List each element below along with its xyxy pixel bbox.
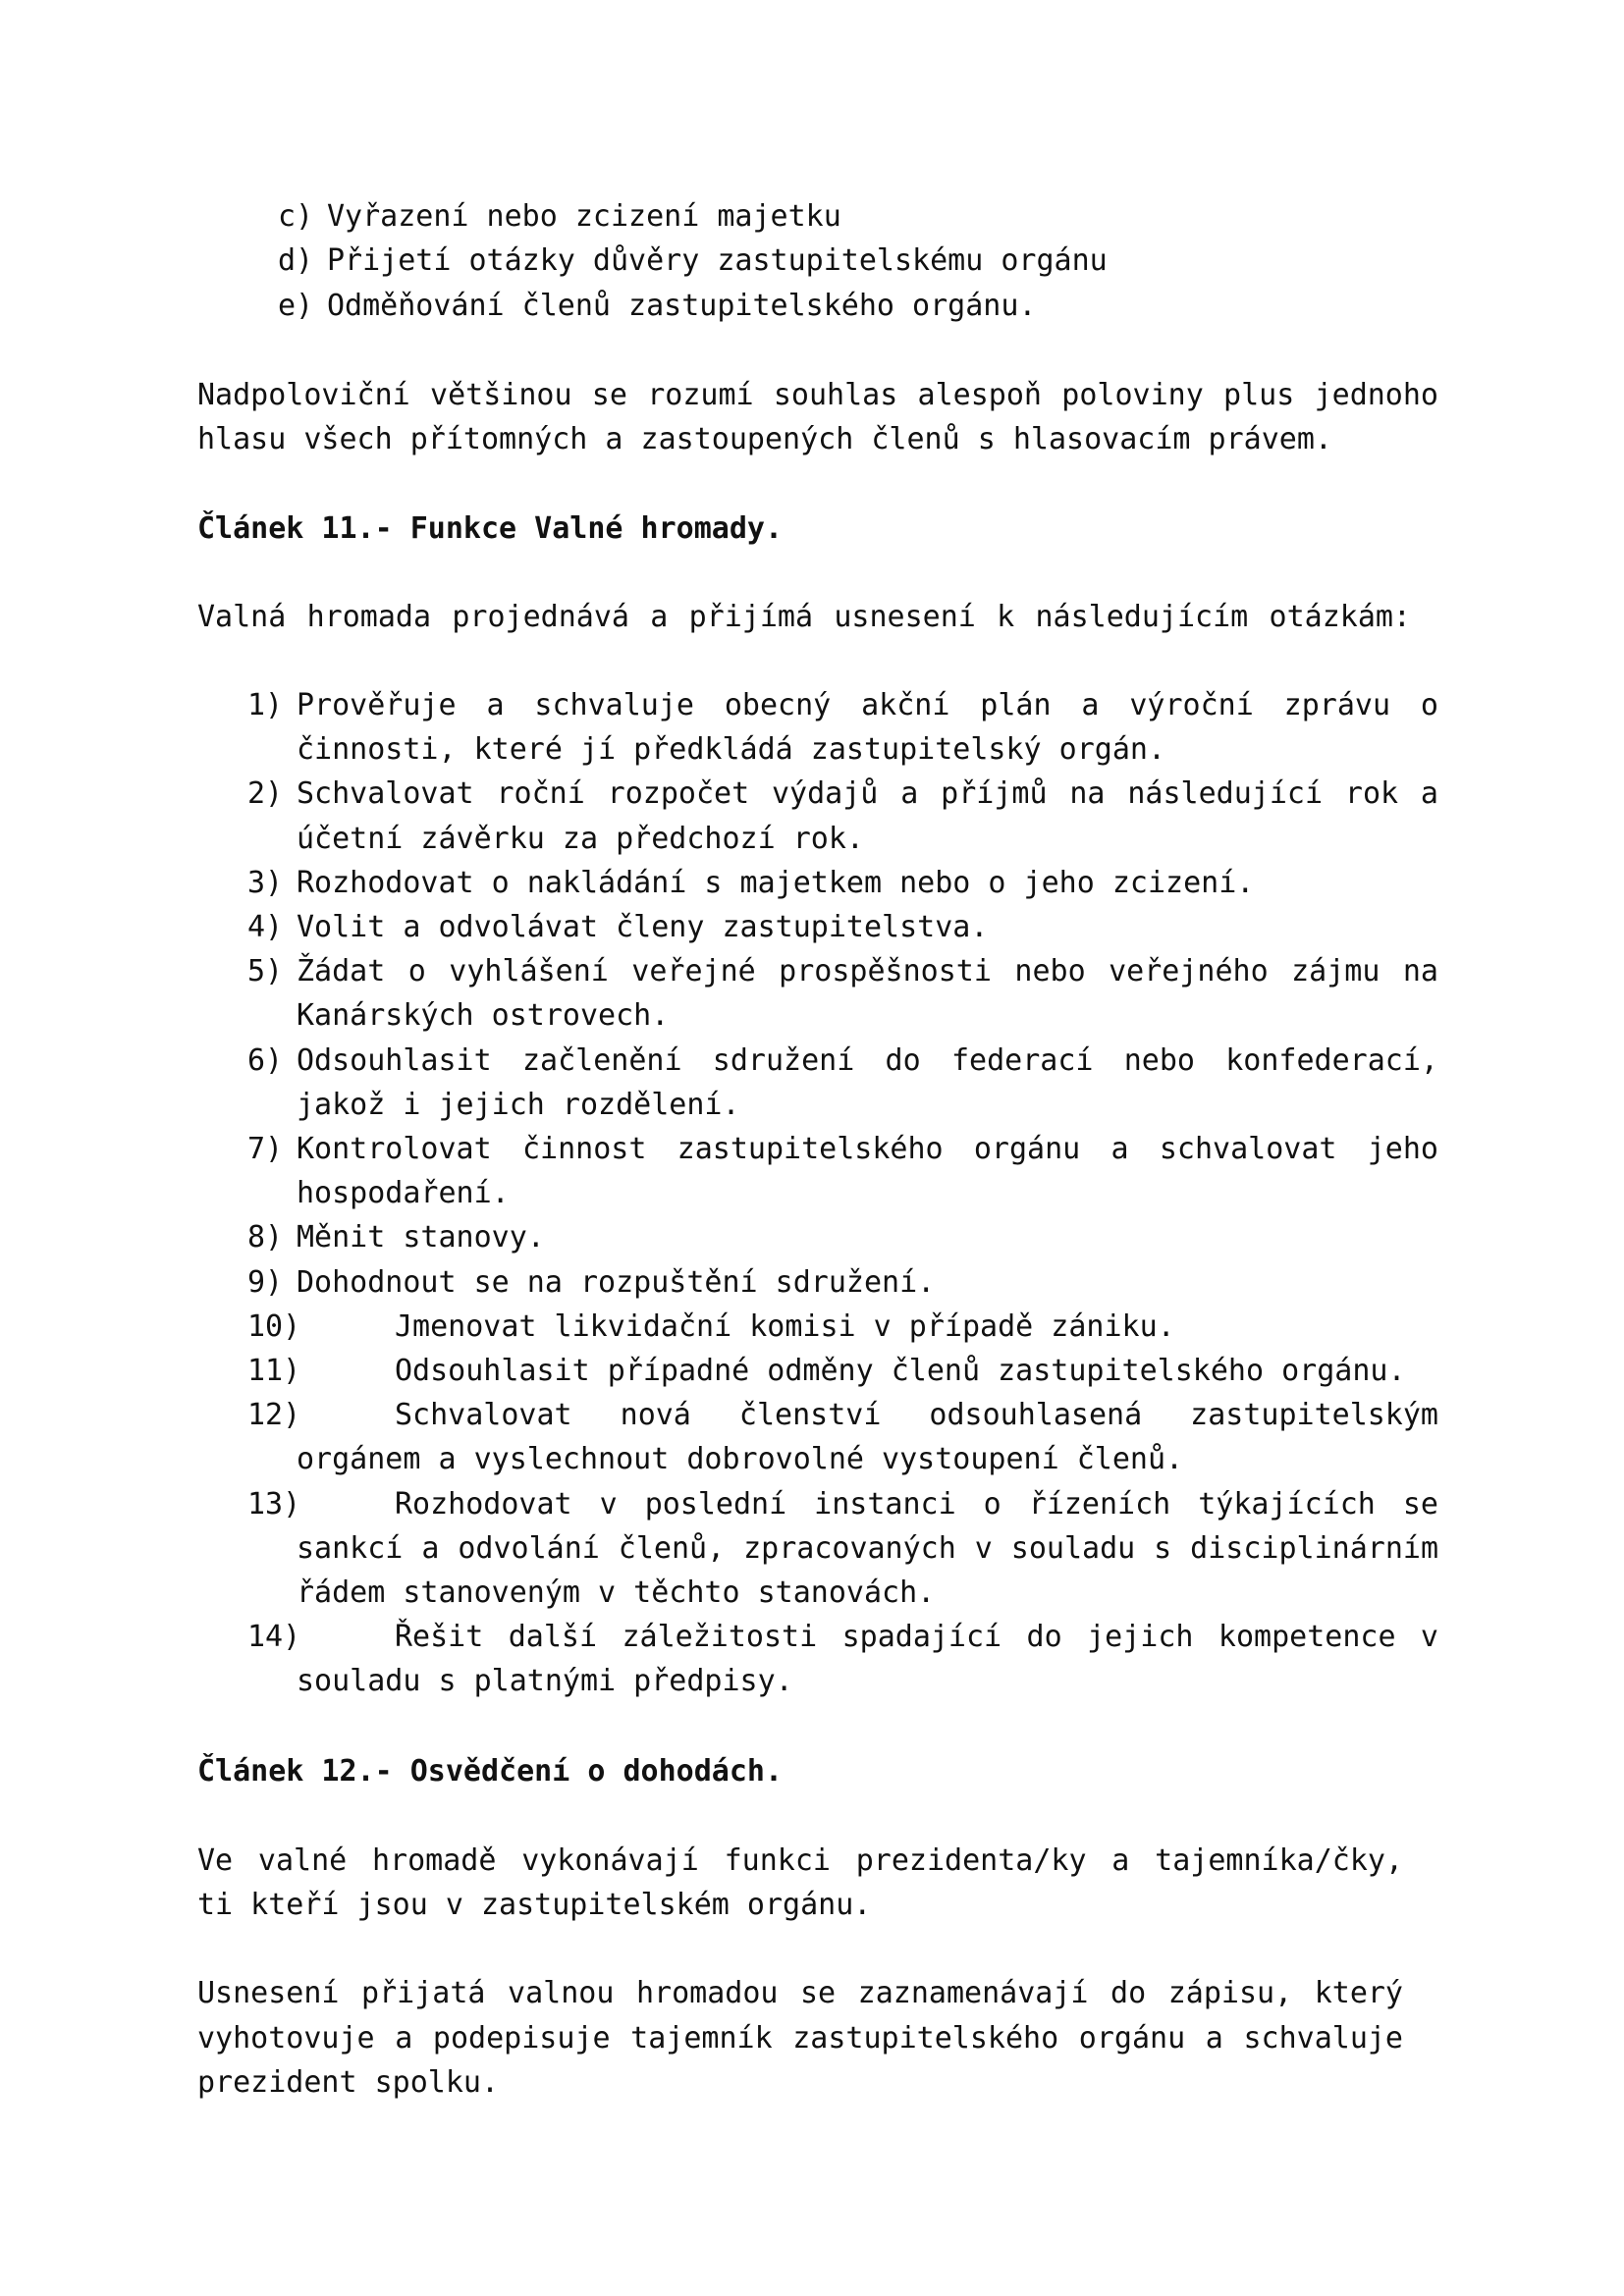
list-item-number: 13) <box>247 1486 301 1522</box>
list-item-continuation: účetní závěrku za předchozí rok. <box>297 821 864 856</box>
list-item-number: 10) <box>247 1308 301 1344</box>
list-item-text: Řešit další záležitosti spadající do jejich kompetence v <box>395 1620 1438 1655</box>
sublist-text: Vyřazení nebo zcizení majetku <box>327 199 841 234</box>
list-item-text: Odsouhlasit začlenění sdružení do federací nebo konfederací, <box>297 1042 1438 1078</box>
list-item-continuation: hospodaření. <box>297 1176 510 1211</box>
article-12-heading: Článek 12.- Osvědčení o dohodách. <box>197 1754 784 1789</box>
list-item-number: 12) <box>247 1398 301 1433</box>
list-item-text: Žádat o vyhlášení veřejné prospěšnosti nebo veřejného zájmu na <box>297 954 1438 989</box>
paragraph-line: hlasu všech přítomných a zastoupených členů s hlasovacím právem. <box>197 422 1332 456</box>
sublist-marker: e) <box>278 289 314 323</box>
sublist-marker: c) <box>278 199 314 234</box>
list-item-text: Rozhodovat v poslední instanci o řízeních týkajících se <box>395 1486 1438 1522</box>
list-item-number: 7) <box>247 1132 284 1166</box>
paragraph-line: vyhotovuje a podepisuje tajemník zastupitelského orgánu a schvaluje <box>197 2021 1403 2056</box>
sublist-item <box>278 194 841 239</box>
list-item-continuation: orgánem a vyslechnout dobrovolné vystoupení členů. <box>297 1442 1184 1477</box>
list-item-number: 1) <box>247 688 284 722</box>
article-11-heading: Článek 11.- Funkce Valné hromady. <box>197 511 784 546</box>
sublist-item <box>278 284 1036 328</box>
list-item-continuation: Kanárských ostrovech. <box>297 998 670 1034</box>
sublist-item <box>278 239 1108 283</box>
list-item-number: 9) <box>247 1264 284 1300</box>
list-item-continuation: sankcí a odvolání členů, zpracovaných v souladu s disciplinárním <box>297 1530 1438 1566</box>
list-item-continuation: souladu s platnými předpisy. <box>297 1664 793 1699</box>
list-item-number: 3) <box>247 865 284 900</box>
paragraph-line: ti kteří jsou v zastupitelském orgánu. <box>197 1888 872 1922</box>
list-item-number: 5) <box>247 954 284 989</box>
sublist-text: Odměňování členů zastupitelského orgánu. <box>327 289 1037 323</box>
paragraph-line: Ve valné hromadě vykonávají funkci prezidenta/ky a tajemníka/čky, <box>197 1843 1403 1878</box>
list-item-text: Měnit stanovy. <box>297 1220 545 1255</box>
list-item-continuation: jakož i jejich rozdělení. <box>297 1087 740 1122</box>
list-item-text: Odsouhlasit případné odměny členů zastupitelského orgánu. <box>395 1354 1406 1388</box>
paragraph-line: Usnesení přijatá valnou hromadou se zaznamenávají do zápisu, který <box>197 1976 1403 2010</box>
list-item-continuation: činnosti, které jí předkládá zastupitelský orgán. <box>297 732 1166 768</box>
list-item-text: Prověřuje a schvaluje obecný akční plán a výroční zprávu o <box>297 688 1438 722</box>
list-item-number: 6) <box>247 1042 284 1078</box>
list-item-text: Volit a odvolávat členy zastupitelstva. <box>297 910 989 944</box>
sublist-text: Přijetí otázky důvěry zastupitelskému orgánu <box>327 243 1108 278</box>
list-item-text: Rozhodovat o nakládání s majetkem nebo o jeho zcizení. <box>297 865 1255 900</box>
list-item-number: 14) <box>247 1620 301 1655</box>
list-item-text: Jmenovat likvidační komisi v případě zániku. <box>395 1308 1175 1344</box>
list-item-number: 8) <box>247 1220 284 1255</box>
list-item-continuation: řádem stanoveným v těchto stanovách. <box>297 1575 936 1610</box>
paragraph-line: prezident spolku. <box>197 2065 500 2100</box>
article-11-intro: Valná hromada projednává a přijímá usnesení k následujícím otázkám: <box>197 600 1411 634</box>
list-item-number: 11) <box>247 1354 301 1388</box>
paragraph-line: Nadpoloviční většinou se rozumí souhlas alespoň poloviny plus jednoho <box>197 378 1438 412</box>
list-item-text: Dohodnout se na rozpuštění sdružení. <box>297 1264 936 1300</box>
list-item-number: 4) <box>247 910 284 944</box>
sublist-marker: d) <box>278 243 314 278</box>
list-item-text: Kontrolovat činnost zastupitelského orgánu a schvalovat jeho <box>297 1132 1438 1166</box>
list-item-text: Schvalovat nová členství odsouhlasená zastupitelským <box>395 1398 1438 1433</box>
list-item-text: Schvalovat roční rozpočet výdajů a příjmů na následující rok a <box>297 776 1438 812</box>
list-item-number: 2) <box>247 776 284 812</box>
